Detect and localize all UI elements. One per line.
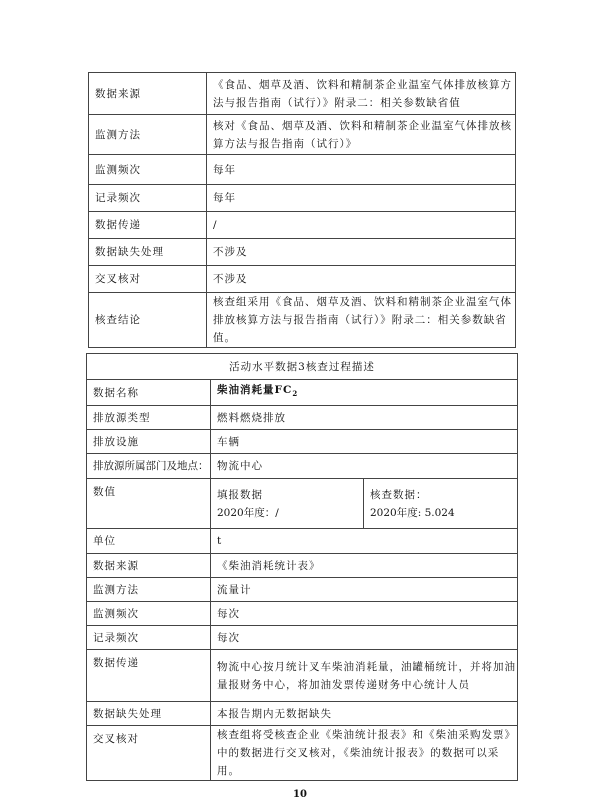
table-row [87, 626, 518, 650]
row-value: 物流中心 [211, 454, 518, 479]
reported-cell [211, 479, 364, 529]
table-row [87, 454, 518, 479]
row-value: 流量计 [211, 578, 518, 602]
table-row [89, 155, 516, 185]
table-row [89, 73, 516, 115]
table-row [87, 726, 518, 781]
row-value: 核查组将受核查企业《柴油统计报表》和《柴油采购发票》中的数据进行交叉核对，《柴油统计报表》的数据可以采用。 [211, 726, 518, 781]
row-label: 记录频次 [87, 626, 211, 650]
table-row [87, 479, 518, 529]
table-row [87, 578, 518, 602]
row-value: t [211, 529, 518, 554]
data-name-subscript: 2 [292, 389, 299, 399]
row-value: 燃料燃烧排放 [211, 406, 518, 430]
row-value: 不涉及 [207, 266, 516, 293]
reported-value: 2020年度：/ [217, 506, 279, 519]
row-label: 核查结论 [89, 293, 207, 348]
row-value: 核查组采用《食品、烟草及酒、饮料和精制茶企业温室气体排放核算方法与报告指南（试行）》附录二：相关参数缺省值。 [207, 293, 516, 348]
row-label: 排放源所属部门及地点： [87, 454, 211, 479]
table-title: 活动水平数据3核查过程描述 [87, 354, 518, 380]
row-label: 数据传递 [87, 650, 211, 702]
table-row [89, 266, 516, 293]
row-label: 数据名称 [87, 380, 211, 406]
row-label: 数据缺失处理 [87, 702, 211, 726]
row-label: 数据缺失处理 [89, 239, 207, 266]
row-value: 车辆 [211, 430, 518, 454]
row-value: 本报告期内无数据缺失 [211, 702, 518, 726]
row-label: 交叉核对 [87, 726, 211, 781]
table-header-row [87, 354, 518, 380]
row-label: 数据来源 [87, 554, 211, 578]
row-value: / [207, 212, 516, 239]
row-value: 《柴油消耗统计表》 [211, 554, 518, 578]
row-value: 每次 [211, 602, 518, 626]
row-value: 核对《食品、烟草及酒、饮料和精制茶企业温室气体排放核算方法与报告指南（试行）》 [207, 115, 516, 155]
table-row [89, 212, 516, 239]
row-label: 记录频次 [89, 185, 207, 212]
table-row [87, 650, 518, 702]
row-label: 监测频次 [89, 155, 207, 185]
row-label: 数据来源 [89, 73, 207, 115]
data-name-text: 柴油消耗量FC [217, 384, 293, 397]
table-row [89, 239, 516, 266]
row-value: 每次 [211, 626, 518, 650]
verification-table-1 [88, 72, 516, 348]
row-value: 物流中心按月统计叉车柴油消耗量，油罐桶统计，并将加油量报财务中心，将加油发票传递财务中心统计人员 [211, 650, 518, 702]
row-label: 排放设施 [87, 430, 211, 454]
table-row [89, 115, 516, 155]
verified-label: 核查数据： [370, 488, 428, 501]
row-label: 数据传递 [89, 212, 207, 239]
row-value: 不涉及 [207, 239, 516, 266]
row-label: 数值 [87, 479, 211, 529]
table-row [87, 380, 518, 406]
table-row [87, 406, 518, 430]
row-value: 每年 [207, 185, 516, 212]
row-value: 《食品、烟草及酒、饮料和精制茶企业温室气体排放核算方法与报告指南（试行）》附录二：相关参数缺省值 [207, 73, 516, 115]
row-value [211, 380, 518, 406]
table-row [89, 185, 516, 212]
table-row [87, 554, 518, 578]
table-row [87, 702, 518, 726]
reported-label: 填报数据 [217, 488, 263, 501]
verified-cell [364, 479, 518, 529]
table-row [87, 529, 518, 554]
row-label: 排放源类型 [87, 406, 211, 430]
row-label: 监测频次 [87, 602, 211, 626]
row-label: 监测方法 [87, 578, 211, 602]
verification-table-2 [86, 353, 518, 781]
page-number: 10 [293, 789, 307, 800]
row-label: 监测方法 [89, 115, 207, 155]
verified-value: 2020年度: 5.024 [370, 506, 455, 519]
table-row [89, 293, 516, 348]
row-label: 交叉核对 [89, 266, 207, 293]
row-value: 每年 [207, 155, 516, 185]
table-row [87, 602, 518, 626]
row-label: 单位 [87, 529, 211, 554]
table-row [87, 430, 518, 454]
